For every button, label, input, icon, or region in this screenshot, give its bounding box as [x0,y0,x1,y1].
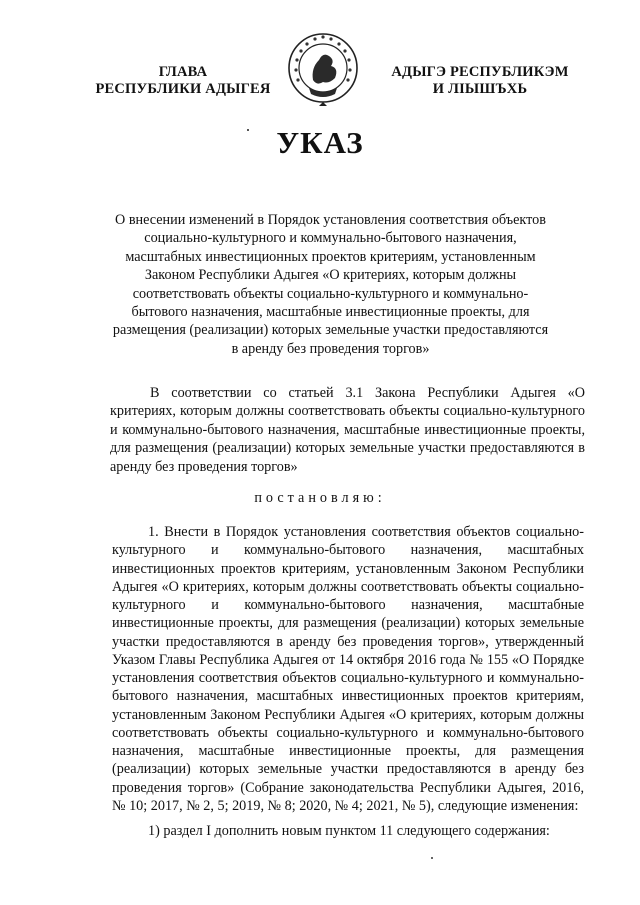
adygea-coat-of-arms-icon [283,30,363,110]
subitem-1-paragraph: 1) раздел I дополнить новым пунктом 11 следующего содержания: [148,823,550,839]
header-right [380,64,580,98]
decree-subject: О внесении изменений в Порядок установления соответствия объектов социально-культурного и коммунально-бытового назначения, масштабных инвестиционных проектов критериям, установленным Законом Республики Адыгея «О критериях, которым должны соответствовать объекты социально-культурного и коммунально-бытового назначения, масштабные инвестиционные проекты, для размещения (реализации) которых земельные участки предоставляются в аренду без проведения торгов» [112,212,549,357]
header-left-line2: РЕСПУБЛИКИ АДЫГЕЯ [95,81,271,97]
header-left [83,64,283,98]
scan-speck [431,857,433,859]
header-right-line1: АДЫГЭ РЕСПУБЛИКЭМ [391,64,569,80]
preamble-paragraph: В соответствии со статьей 3.1 Закона Республики Адыгея «О критериях, которым должны соответствовать объекты социально-культурного и коммунально-бытового назначения, масштабные инвестиционные проекты, для размещения (реализации) которых земельные участки предоставляются в аренду без проведения торгов» [110,385,585,475]
item-1-paragraph: 1. Внести в Порядок установления соответствия объектов социально-культурного и коммунально-бытового назначения, масштабных инвестиционных проектов критериям, установленным Законом Республики Адыгея «О критериях, которым должны соответствовать объекты социально-культурного и коммунально-бытового назначения, масштабные инвестиционные проекты, для размещения (реализации) которых земельные участки предоставляются в аренду без проведения торгов», утвержденный Указом Главы Республика Адыгея от 14 октября 2016 года № 155 «О Порядке установления соответствия объектов социально-культурного и коммунально-бытового назначения, масштабных инвестиционных проектов критериям, установленным Законом Республики Адыгея «О критериях, которым должны соответствовать объекты социально-культурного и коммунально-бытового назначения, масштабные инвестиционные проекты, для размещения (реализации) которых земельные участки предоставляются в аренду без проведения торгов» (Собрание законодательства Республики Адыгея, 2016, № 10; 2017, № 2, 5; 2019, № 8; 2020, № 4; 2021, № 5), следующие изменения: [112,524,584,814]
header-left-line1: ГЛАВА [158,64,208,80]
header-right-line2: И ЛІЫШЪХЬ [432,81,528,97]
decree-word: постановляю: [254,490,386,506]
document-title: УКАЗ [276,125,364,160]
